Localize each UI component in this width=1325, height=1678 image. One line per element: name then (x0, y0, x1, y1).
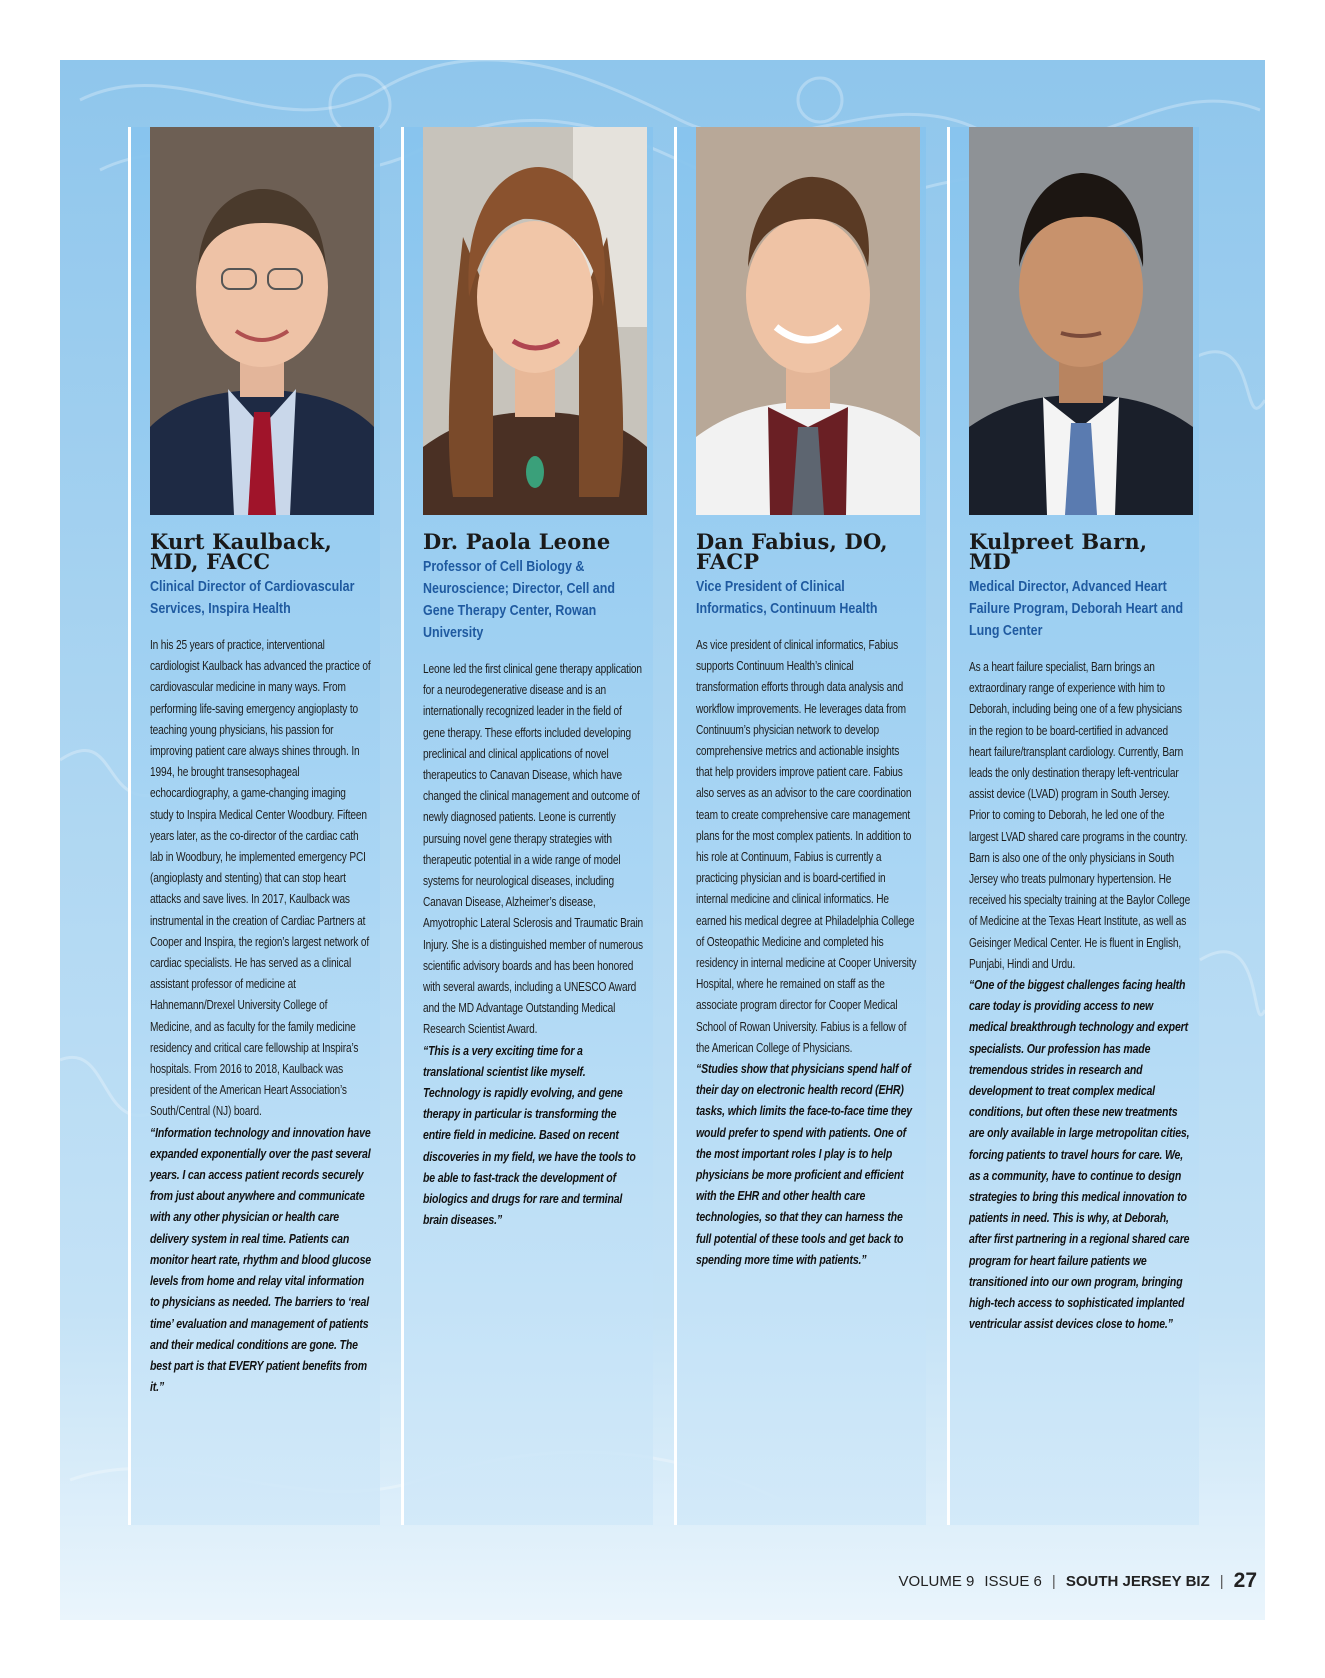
profile-title: Vice President of Clinical Informatics, Continuum Health (696, 579, 878, 617)
footer-separator: | (1051, 1572, 1056, 1590)
profile-title: Professor of Cell Biology & Neuroscience; Director, Cell and Gene Therapy Center, Rowan University (423, 559, 615, 641)
profile-text (969, 529, 1191, 1335)
profile-bio: Leone led the first clinical gene therapy application for a neurodegenerative disease and is an internationally recognized leader in the field of gene therapy. These efforts included developing preclinical and clinical applications of novel therapeutics to Canavan Disease, which have changed the clinical management and outcome of newly diagnosed patients. Leone is currently pursuing novel gene therapy strategies with therapeutic potential in a wide range of model systems for neurological diseases, including Canavan Disease, Alzheimer’s disease, Amyotrophic Lateral Sclerosis and Traumatic Brain Injury. She is a distinguished member of numerous scientific advisory boards and has been honored with several awards, including a UNESCO Award and the MD Advantage Outstanding Medical Research Scientist Award. (423, 661, 644, 1037)
page-number: 27 (1233, 1569, 1257, 1592)
profile-text (696, 529, 918, 1270)
profile-quote: “This is a very exciting time for a translational scientist like myself. Technology is rapidly evolving, and gene therapy in particular is transforming the entire field in medicine. Based on recent discoveries in my field, we have the tools to be able to fast-track the development of biologics and drugs for rare and terminal brain diseases.” (423, 1042, 636, 1228)
profile-name: Dr. Paola Leone (423, 529, 611, 554)
portrait-photo (696, 127, 920, 515)
profile-card-2 (401, 127, 653, 1525)
portrait-illustration (423, 127, 647, 515)
portrait-illustration (969, 127, 1193, 515)
profile-bio: In his 25 years of practice, interventional cardiologist Kaulback has advanced the practice of cardiovascular medicine in many ways. From performing life-saving emergency angioplasty to teaching young physicians, his passion for improving patient care always shines through. In 1994, he brought transesophageal echocardiography, a game-changing imaging study to Inspira Medical Center Woodbury. Fifteen years later, as the co-director of the cardiac cath lab in Woodbury, he implemented emergency PCI (angioplasty and stenting) that can stop heart attacks and save lives. In 2017, Kaulback was instrumental in the creation of Cardiac Partners at Cooper and Inspira, the region’s largest network of cardiac specialists. He has served as a clinical assistant professor of medicine at Hahnemann/Drexel University College of Medicine, and as faculty for the family medicine residency and critical care fellowship at Inspira’s hospitals. From 2016 to 2018, Kaulback was president of the American Heart Association’s South/Central (NJ) board. (150, 637, 371, 1119)
profile-quote: “One of the biggest challenges facing health care today is providing access to new medical breakthrough technology and expert specialists. Our profession has made tremendous strides in research and development to treat complex medical conditions, but often these new treatments are only available in large metropolitan cities, forcing patients to travel hours for care. We, as a community, have to continue to design strategies to bring this medical innovation to patients in need. This is why, at Deborah, after first partnering in a regional shared care program for heart failure patients we transitioned into our own program, bringing high-tech access to sophisticated implanted ventricular assist devices close to home.” (969, 977, 1190, 1332)
profile-name: Kulpreet Barn, MD (969, 529, 1148, 574)
profile-title: Clinical Director of Cardiovascular Services, Inspira Health (150, 579, 355, 617)
publication-name: SOUTH JERSEY BIZ (1065, 1572, 1210, 1590)
profile-card-4 (947, 127, 1199, 1525)
issue-label: ISSUE 6 (984, 1572, 1042, 1590)
profile-text (150, 529, 372, 1397)
profile-name: Kurt Kaulback, MD, FACC (150, 529, 332, 574)
portrait-photo (969, 127, 1193, 515)
profile-card-3 (674, 127, 926, 1525)
footer-separator: | (1219, 1572, 1224, 1590)
portrait-photo (423, 127, 647, 515)
profile-bio: As a heart failure specialist, Barn brings an extraordinary range of experience with him to Deborah, including being one of a few physicians in the region to be board-certified in advanced heart failure/transplant cardiology. Currently, Barn leads the only destination therapy left-ventricular assist device (LVAD) program in South Jersey. Prior to coming to Deborah, he led one of the largest LVAD shared care programs in the country. Barn is also one of the only physicians in South Jersey who treats pulmonary hypertension. He received his specialty training at the Baylor College of Medicine at the Texas Heart Institute, as well as Geisinger Medical Center. He is fluent in English, Punjabi, Hindi and Urdu. (969, 659, 1191, 971)
profile-quote: “Studies show that physicians spend half of their day on electronic health record (EHR) tasks, which limits the face-to-face time they would prefer to spend with patients. One of the most important roles I play is to help physicians be more proficient and efficient with the EHR and other health care technologies, so that they can harness the full potential of these tools and get back to spending more time with patients.” (696, 1061, 913, 1267)
profile-quote: “Information technology and innovation have expanded exponentially over the past several years. I can access patient records securely from just about anywhere and communicate with any other physician or health care delivery system in real time. Patients can monitor heart rate, rhythm and blood glucose levels from home and relay vital information to physicians as needed. The barriers to ‘real time’ evaluation and management of patients and their medical conditions are gone. The best part is that EVERY patient benefits from it.” (150, 1124, 371, 1395)
profile-card-1 (128, 127, 380, 1525)
volume-label: VOLUME 9 (898, 1572, 975, 1590)
portrait-illustration (150, 127, 374, 515)
profile-title: Medical Director, Advanced Heart Failure Program, Deborah Heart and Lung Center (969, 579, 1184, 639)
page-footer (899, 1569, 1257, 1593)
profile-bio: As vice president of clinical informatics, Fabius supports Continuum Health’s clinical transformation efforts through data analysis and workflow improvements. He leverages data from Continuum’s physician network to develop comprehensive metrics and actionable insights that help providers improve patient care. Fabius also serves as an advisor to the care coordination team to create comprehensive care management plans for the most complex patients. In addition to his role at Continuum, Fabius is currently a practicing physician and is board-certified in internal medicine and clinical informatics. He earned his medical degree at Philadelphia College of Osteopathic Medicine and completed his residency in internal medicine at Cooper University Hospital, where he remained on staff as the associate program director for Cooper Medical School of Rowan University. Fabius is a fellow of the American College of Physicians. (696, 637, 917, 1055)
portrait-illustration (696, 127, 920, 515)
portrait-photo (150, 127, 374, 515)
profile-name: Dan Fabius, DO, FACP (696, 529, 888, 574)
profile-text (423, 529, 645, 1230)
